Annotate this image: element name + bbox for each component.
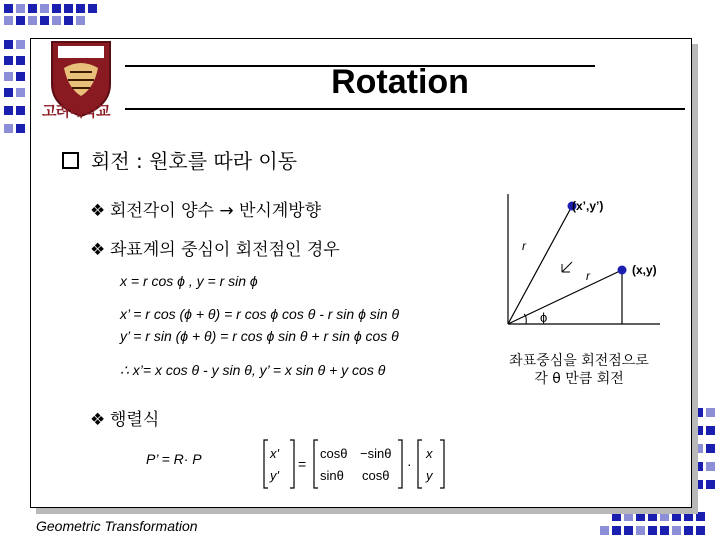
bullet-item — [90, 405, 159, 430]
rotated-point-label: (x’,y’) — [572, 199, 604, 213]
check-bullet-icon: ❖ — [90, 240, 106, 260]
equation-y-prime: y’ = r sin (ϕ + θ) = r cos ϕ sin θ + r sin ϕ cos θ — [120, 328, 399, 344]
original-point — [618, 266, 627, 275]
equation-polar: x = r cos ϕ , y = r sin ϕ — [120, 273, 258, 289]
check-bullet-icon: ❖ — [90, 410, 106, 430]
r-label-rotated: r — [522, 239, 526, 253]
matrix-dot: · — [407, 456, 412, 472]
matrix-rhs-bottom: y — [426, 468, 433, 483]
matrix-equation — [262, 436, 452, 492]
equation-x-prime: x’ = r cos (ϕ + θ) = r cos ϕ cos θ - r sin ϕ sin θ — [120, 306, 400, 322]
rotation-arrow-icon — [562, 262, 572, 272]
matrix-r12: −sinθ — [360, 446, 392, 461]
bullet-text: 좌표계의 중심이 회전점인 경우 — [110, 240, 340, 260]
footer-text: Geometric Transformation — [36, 518, 198, 534]
matrix-equals: = — [298, 456, 307, 472]
bullet-item — [90, 235, 340, 260]
caption-line-2: 각 θ 만큼 회전 — [534, 371, 624, 387]
matrix-r21: sinθ — [320, 468, 344, 483]
matrix-lhs-bottom: y' — [270, 468, 279, 483]
r-label-original: r — [586, 269, 590, 283]
matrix-rhs-top: x — [426, 446, 433, 461]
check-bullet-icon: ❖ — [90, 201, 106, 221]
original-point-label: (x,y) — [632, 263, 657, 277]
phi-label: ϕ — [540, 310, 548, 325]
bullet-item — [90, 196, 321, 221]
square-bullet-icon — [62, 152, 79, 169]
rotation-diagram — [480, 190, 680, 340]
main-heading — [62, 145, 297, 174]
page-title: Rotation — [331, 63, 469, 101]
matrix-r22: cosθ — [362, 468, 390, 483]
figure-caption — [494, 352, 664, 388]
main-heading-text: 회전 : 원호를 따라 이동 — [91, 149, 298, 173]
decorative-squares-bottom-row — [600, 510, 720, 540]
matrix-lhs-top: x' — [270, 446, 279, 461]
title-underline — [125, 108, 685, 110]
bullet-text: 회전각이 양수 → 반시계방향 — [110, 201, 322, 221]
matrix-r11: cosθ — [320, 446, 348, 461]
caption-line-1: 좌표중심을 회전점으로 — [509, 353, 649, 369]
bullet-text: 행렬식 — [110, 410, 160, 430]
equation-result: ∴ x’= x cos θ - y sin θ, y’ = x sin θ + y cos θ — [120, 362, 386, 378]
equation-matrix: P’ = R· P — [146, 451, 202, 467]
logo-text: 고려대학교 — [42, 102, 110, 120]
